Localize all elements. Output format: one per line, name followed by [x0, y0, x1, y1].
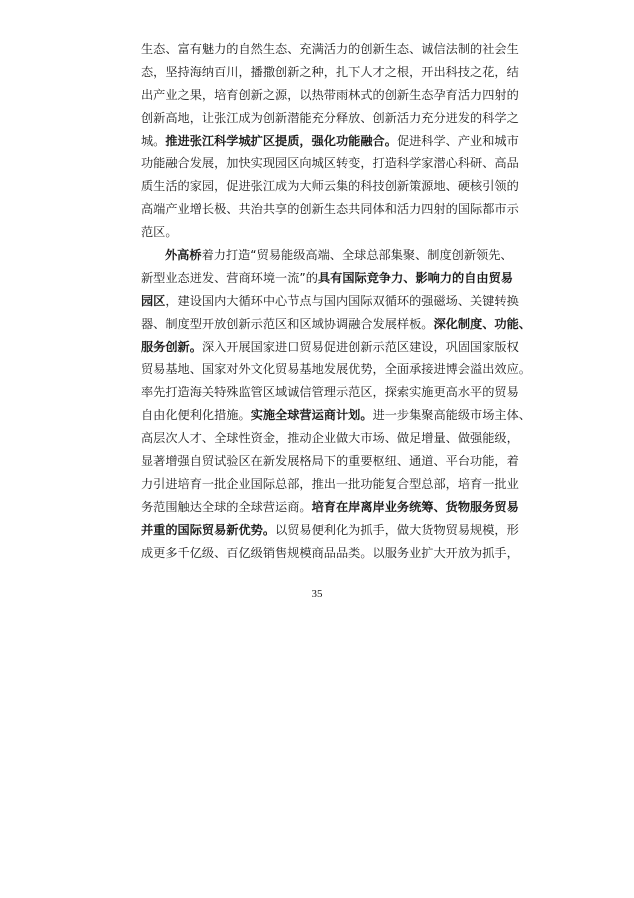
text-run: 贸易基地、国家对外文化贸易基地发展优势，全面承接进博会溢出效应。 — [141, 362, 531, 377]
text-run: 新型业态迸发、营商环境一流”的 — [141, 270, 318, 285]
text-line — [141, 381, 519, 404]
text-run: 城。 — [141, 133, 166, 148]
bold-text: 服务创新。 — [141, 339, 202, 354]
text-line — [141, 519, 519, 542]
text-run: 成更多千亿级、百亿级销售规模商品品类。以服务业扩大开放为抓手， — [141, 545, 519, 560]
page-number: 35 — [311, 588, 323, 600]
bold-text: 并重的国际贸易新优势。 — [141, 522, 276, 537]
paragraph-zhangjiang — [141, 38, 519, 244]
bold-text: 外高桥 — [165, 248, 202, 263]
text-line — [141, 38, 519, 61]
text-line — [141, 130, 519, 153]
text-run: 出产业之果，培育创新之源，以热带雨林式的创新生态孕育活力四射的 — [141, 87, 519, 102]
text-run: 力引进培育一批企业国际总部，推出一批功能复合型总部，培育一批业 — [141, 476, 519, 491]
text-line — [141, 198, 519, 221]
text-line — [141, 84, 519, 107]
body-text — [141, 38, 531, 564]
text-run: 深入开展国家进口贸易促进创新示范区建设，巩固国家版权 — [201, 339, 519, 354]
text-run: 进一步集聚高能级市场主体、 — [372, 408, 531, 423]
text-run: 范区。 — [141, 225, 178, 240]
text-line — [141, 290, 519, 313]
text-line — [141, 152, 519, 175]
bold-text: 深化制度、功能、 — [433, 316, 531, 331]
text-run: ，建设国内大循环中心节点与国内国际双循环的强磁场、关键转换 — [165, 293, 519, 308]
text-line — [141, 107, 519, 130]
text-run: 高层次人才、全球性资金，推动企业做大市场、做足增量、做强能级， — [141, 431, 519, 446]
text-run: 自由化便利化措施。 — [141, 408, 251, 423]
text-run: 功能融合发展，加快实现园区向城区转变，打造科学家潜心科研、高品 — [141, 156, 519, 171]
text-line — [141, 336, 519, 359]
text-line — [141, 267, 513, 290]
text-run: 创新高地，让张江成为创新潜能充分释放、创新活力充分迸发的科学之 — [141, 110, 519, 125]
text-run: 着力打造“贸易能级高端、全球总部集聚、制度创新领先、 — [201, 248, 513, 263]
text-run: 态，坚持海纳百川，播撒创新之种，扎下人才之根，开出科技之花，结 — [141, 64, 519, 79]
bold-text: 园区 — [141, 293, 166, 308]
text-run: 率先打造海关特殊监管区域诚信管理示范区，探索实施更高水平的贸易 — [141, 385, 519, 400]
bold-text: 推进张江科学城扩区提质，强化功能融合。 — [165, 133, 397, 148]
text-run: 务范围触达全球的全球营运商。 — [141, 499, 312, 514]
text-line — [141, 61, 519, 84]
text-line — [141, 221, 493, 244]
bold-text: 实施全球营运商计划。 — [250, 408, 373, 423]
text-line — [141, 358, 531, 381]
text-line — [141, 313, 531, 336]
text-run: 器、制度型开放创新示范区和区域协调融合发展样板。 — [141, 316, 434, 331]
text-line — [141, 473, 519, 496]
text-line — [141, 175, 519, 198]
text-line — [141, 496, 519, 519]
text-run: 质生活的家园，促进张江成为大师云集的科技创新策源地、硬核引领的 — [141, 179, 519, 194]
text-run: 显著增强自贸试验区在新发展格局下的重要枢纽、通道、平台功能，着 — [141, 454, 519, 469]
bold-text: 培育在岸离岸业务统筹、货物服务贸易 — [311, 499, 519, 514]
text-run: 高端产业增长极、共治共享的创新生态共同体和活力四射的国际都市示 — [141, 202, 519, 217]
text-run: 以贸易便利化为抓手，做大货物贸易规模，形 — [275, 522, 519, 537]
text-line — [141, 542, 519, 565]
text-line — [141, 244, 513, 267]
text-line — [141, 427, 519, 450]
text-run: 生态、富有魅力的自然生态、充满活力的创新生态、诚信法制的社会生 — [141, 42, 519, 56]
text-line — [141, 450, 519, 473]
text-line — [141, 404, 531, 427]
bold-text: 具有国际竞争力、影响力的自由贸易 — [317, 270, 513, 285]
text-run: 促进科学、产业和城市 — [396, 133, 519, 148]
paragraph-waigaoqiao — [141, 244, 531, 564]
